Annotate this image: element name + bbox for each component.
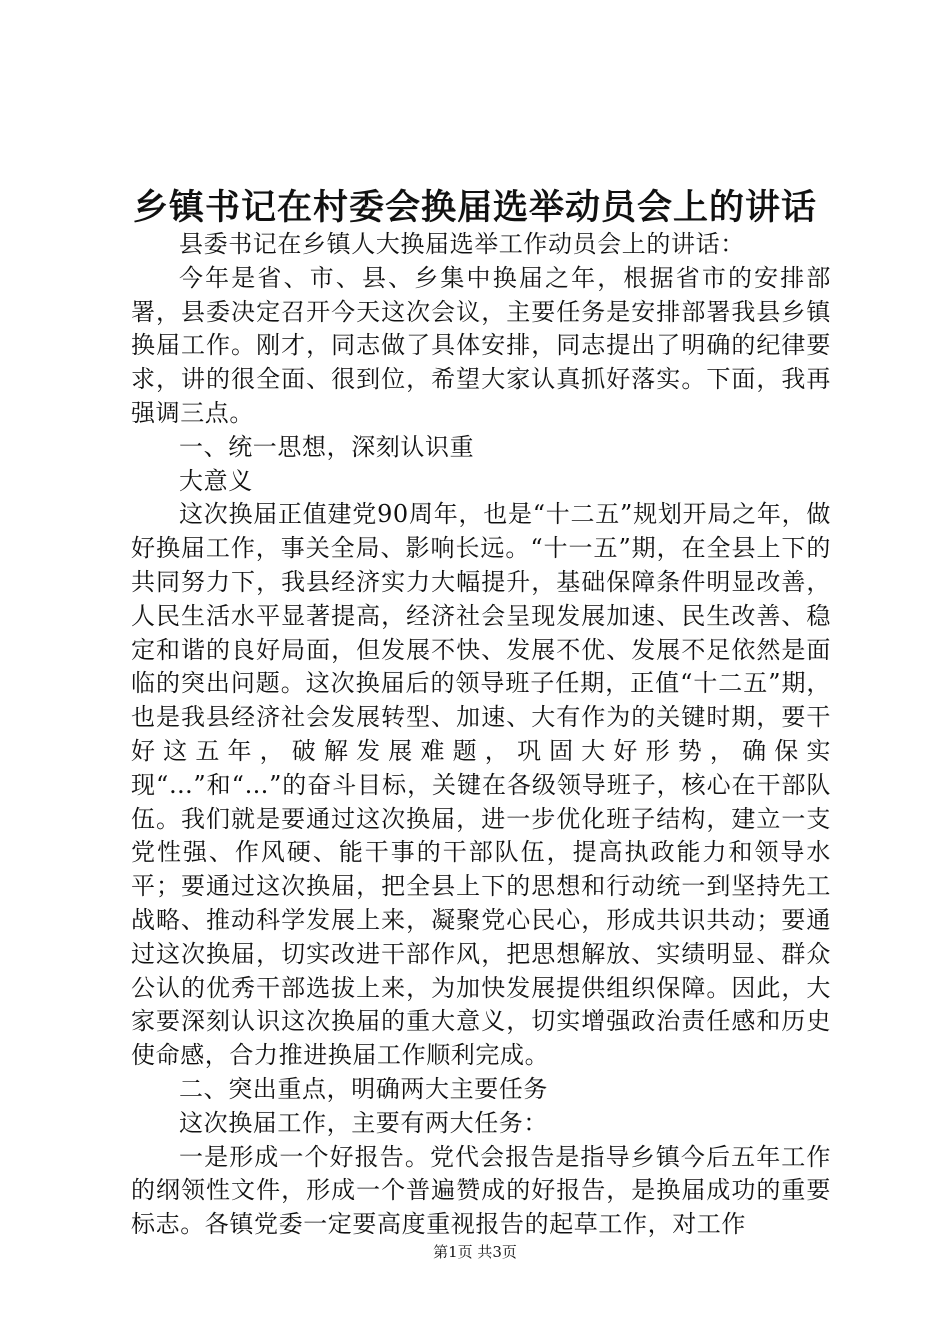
paragraph: 这次换届工作，主要有两大任务： — [179, 1108, 548, 1137]
document-body — [131, 228, 831, 1242]
section-heading: 一、统一思想，深刻认识重 — [179, 432, 475, 461]
paragraph: 一是形成一个好报告。党代会报告是指导乡镇今后五年工作的纲领性文件，形成一个普遍赞成的好报告，是换届成功的重要标志。各镇党委一定要高度重视报告的起草工作，对工作 — [131, 1142, 831, 1239]
section-heading: 二、突出重点，明确两大主要任务 — [179, 1074, 548, 1103]
paragraph: 这次换届正值建党90周年，也是“十二五”规划开局之年，做好换届工作，事关全局、影响长远。“十一五”期，在全县上下的共同努力下，我县经济实力大幅提升，基础保障条件明显改善，人民生活水平显著提高，经济社会呈现发展加速、民生改善、稳定和谐的良好局面，但发展不快、发展不优、发展不足依然是面临的突出问题。这次换届后的领导班子任期，正值“十二五”期，也是我县经济社会发展转型、加速、大有作为的关键时期，要干好这五年，破解发展难题，巩固大好形势，确保实现“…”和“…”的奋斗目标，关键在各级领导班子，核心在干部队伍。我们就是要通过这次换届，进一步优化班子结构，建立一支党性强、作风硬、能干事的干部队伍，提高执政能力和领导水平；要通过这次换届，把全县上下的思想和行动统一到坚持先工战略、推动科学发展上来，凝聚党心民心，形成共识共动；要通过这次换届，切实改进干部作风，把思想解放、实绩明显、群众公认的优秀干部选拔上来，为加快发展提供组织保障。因此，大家要深刻认识这次换届的重大意义，切实增强政治责任感和历史使命感，合力推进换届工作顺利完成。 — [131, 500, 831, 1070]
paragraph: 县委书记在乡镇人大换届选举工作动员会上的讲话： — [179, 230, 745, 258]
section-heading-continued: 大意义 — [179, 466, 253, 495]
document-title: 乡镇书记在村委会换届选举动员会上的讲话 — [132, 187, 817, 228]
page-number-footer: 第1页 共3页 — [433, 1243, 517, 1261]
paragraph: 今年是省、市、县、乡集中换届之年，根据省市的安排部署，县委决定召开今天这次会议，主要任务是安排部署我县乡镇换届工作。刚才，同志做了具体安排，同志提出了明确的纪律要求，讲的很全面、很到位，希望大家认真抓好落实。下面，我再强调三点。 — [131, 263, 831, 427]
